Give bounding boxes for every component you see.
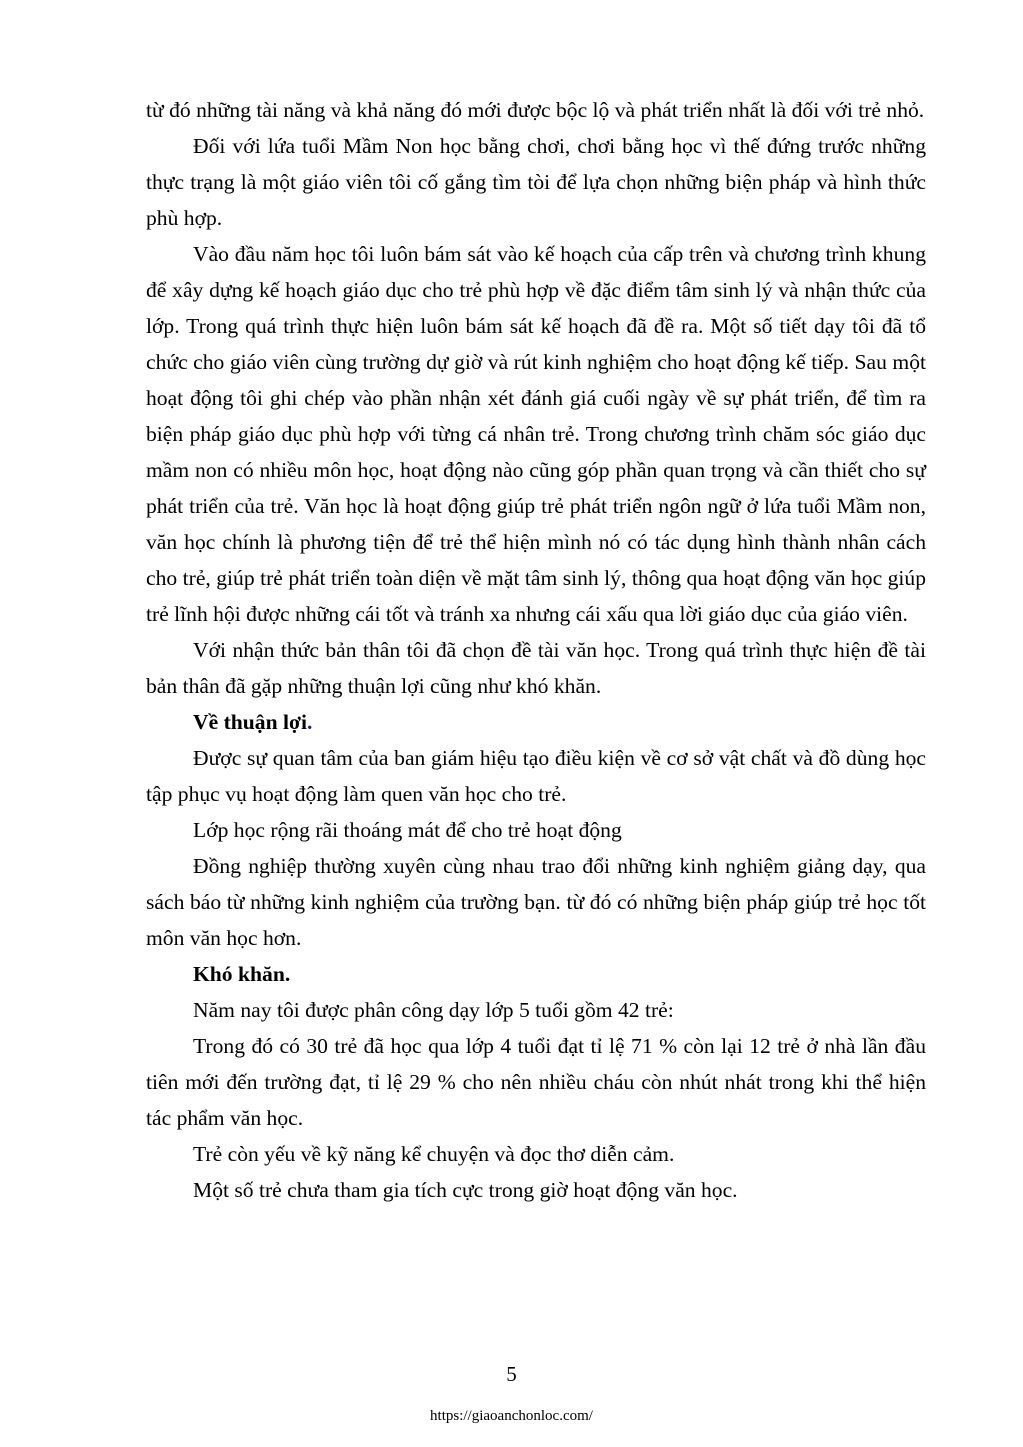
difficulty-item: Trẻ còn yếu về kỹ năng kể chuyện và đọc thơ diễn cảm. bbox=[193, 1142, 675, 1166]
paragraph-continuation: từ đó những tài năng và khả năng đó mới được bộc lộ và phát triển nhất là đối với trẻ nhỏ. bbox=[146, 98, 925, 122]
difficulty-item: Trong đó có 30 trẻ đã học qua lớp 4 tuổi đạt tỉ lệ 71 % còn lại 12 trẻ ở nhà lần đầu tiên mới đến trường đạt, tỉ lệ 29 % cho nên nhiều cháu còn nhút nhát trong khi thể hiện tác phẩm văn học. bbox=[146, 1034, 926, 1130]
advantage-item: Đồng nghiệp thường xuyên cùng nhau trao đổi những kinh nghiệm giảng dạy, qua sách báo từ những kinh nghiệm của trường bạn. từ đó có những biện pháp giúp trẻ học tốt môn văn học hơn. bbox=[146, 854, 926, 950]
heading-difficulties: Khó khăn. bbox=[193, 962, 291, 986]
difficulty-item: Năm nay tôi được phân công dạy lớp 5 tuổi gồm 42 trẻ: bbox=[193, 998, 674, 1022]
difficulty-item: Một số trẻ chưa tham gia tích cực trong giờ hoạt động văn học. bbox=[193, 1178, 738, 1202]
heading-advantages-text: Về thuận lợi bbox=[193, 710, 307, 734]
heading-advantages-dot: . bbox=[306, 710, 313, 734]
paragraph: Vào đầu năm học tôi luôn bám sát vào kế hoạch của cấp trên và chương trình khung để xây dựng kế hoạch giáo dục cho trẻ phù hợp về đặc điểm tâm sinh lý và nhận thức của lớp. Trong quá trình thực hiện luôn bám sát kế hoạch đã đề ra. Một số tiết dạy tôi đã tổ chức cho giáo viên cùng trường dự giờ và rút kinh nghiệm cho hoạt động kế tiếp. Sau một hoạt động tôi ghi chép vào phần nhận xét đánh giá cuối ngày về sự phát triển, để tìm ra biện pháp giáo dục phù hợp với từng cá nhân trẻ. Trong chương trình chăm sóc giáo dục mầm non có nhiều môn học, hoạt động nào cũng góp phần quan trọng và cần thiết cho sự phát triển của trẻ. Văn học là hoạt động giúp trẻ phát triển ngôn ngữ ở lứa tuổi Mầm non, văn học chính là phương tiện để trẻ thể hiện mình nó có tác dụng hình thành nhân cách cho trẻ, giúp trẻ phát triển toàn diện về mặt tâm sinh lý, thông qua hoạt động văn học giúp trẻ lĩnh hội được những cái tốt và tránh xa nhưng cái xấu qua lời giáo dục của giáo viên. bbox=[146, 242, 926, 626]
advantage-item: Được sự quan tâm của ban giám hiệu tạo điều kiện về cơ sở vật chất và đồ dùng học tập phục vụ hoạt động làm quen văn học cho trẻ. bbox=[146, 746, 926, 806]
paragraph: Đối với lứa tuổi Mầm Non học bằng chơi, chơi bằng học vì thế đứng trước những thực trạng là một giáo viên tôi cố gắng tìm tòi để lựa chọn những biện pháp và hình thức phù hợp. bbox=[146, 134, 926, 230]
footer-url[interactable]: https://giaoanchonloc.com/ bbox=[430, 1408, 593, 1424]
paragraph: Với nhận thức bản thân tôi đã chọn đề tài văn học. Trong quá trình thực hiện đề tài bản thân đã gặp những thuận lợi cũng như khó khăn. bbox=[146, 638, 926, 698]
page-number: 5 bbox=[506, 1362, 517, 1386]
heading-advantages bbox=[146, 704, 926, 740]
body-text bbox=[146, 92, 926, 1208]
advantage-item: Lớp học rộng rãi thoáng mát để cho trẻ hoạt động bbox=[193, 818, 622, 842]
